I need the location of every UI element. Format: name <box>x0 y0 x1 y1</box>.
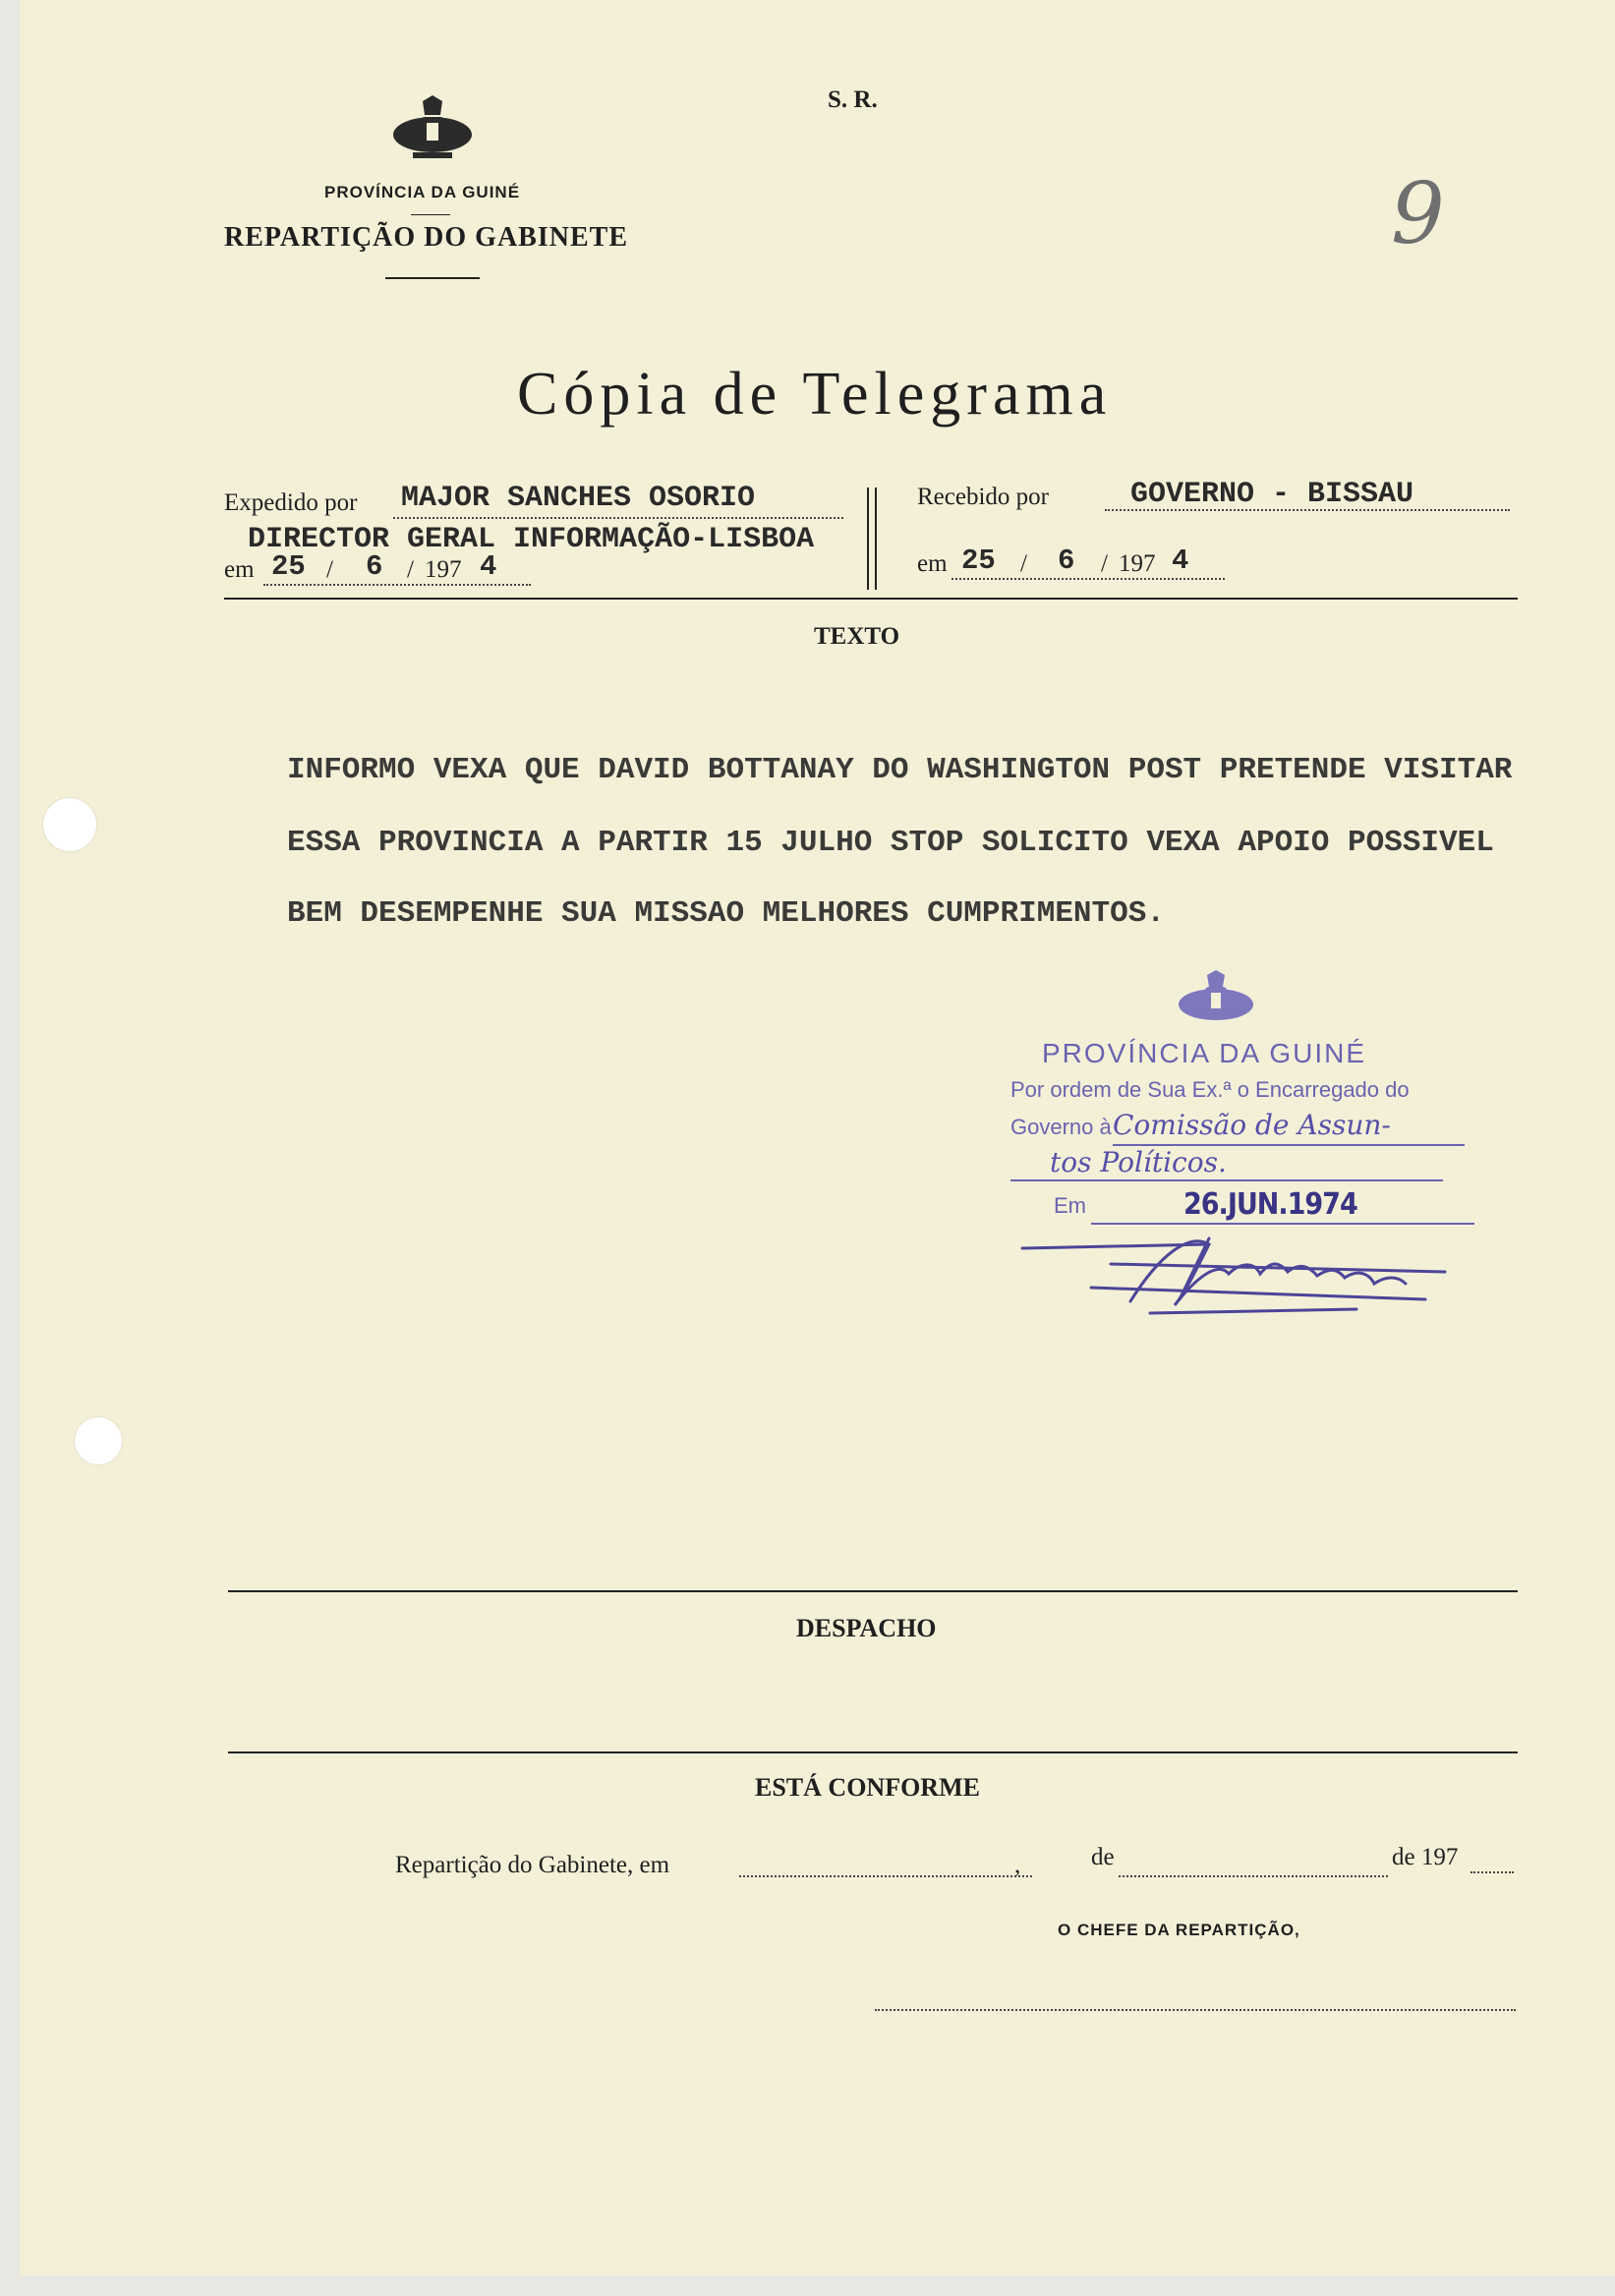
despacho-heading: DESPACHO <box>796 1614 937 1642</box>
recipient-year-prefix: 197 <box>1119 550 1156 577</box>
column-divider <box>867 488 877 590</box>
conforme-heading: ESTÁ CONFORME <box>755 1773 980 1802</box>
telegram-text-line: INFORMO VEXA QUE DAVID BOTTANAY DO WASHINGTON POST PRETENDE VISITAR <box>287 753 1513 787</box>
conforme-line-label: Repartição do Gabinete, em <box>395 1852 670 1878</box>
chief-signature-dotline <box>875 2009 1516 2011</box>
sender-office: DIRECTOR GERAL INFORMAÇÃO-LISBOA <box>248 523 815 556</box>
punch-hole-top <box>43 798 96 851</box>
recipient-day: 25 <box>961 545 996 577</box>
coat-of-arms-icon <box>383 93 482 172</box>
sender-name: MAJOR SANCHES OSORIO <box>401 482 756 515</box>
folio-number: 9 <box>1391 165 1445 263</box>
sender-date-label: em <box>224 556 255 583</box>
sender-name-dotline <box>393 517 843 519</box>
chief-label: O CHEFE DA REPARTIÇÃO, <box>1058 1921 1300 1939</box>
conforme-year-label: de 197 <box>1392 1844 1459 1870</box>
stamp-rule-1 <box>1113 1144 1465 1146</box>
signature-mark <box>1012 1215 1474 1323</box>
date-separator: / <box>1101 550 1108 577</box>
date-separator: / <box>1020 550 1027 577</box>
recipient-name: GOVERNO - BISSAU <box>1130 478 1414 511</box>
recipient-date-dotline <box>952 578 1225 580</box>
conforme-de-label: de <box>1091 1844 1115 1870</box>
header-bottom-rule <box>224 598 1518 600</box>
sender-year-suffix: 4 <box>480 550 497 583</box>
conforme-comma: , <box>1014 1852 1021 1878</box>
stamp-emblem-icon <box>1172 969 1260 1034</box>
header-short-rule <box>411 214 450 215</box>
punch-hole-bottom <box>75 1417 122 1464</box>
sender-date-dotline <box>263 584 531 586</box>
conforme-day-dotline <box>739 1875 1032 1877</box>
header-rule <box>385 277 480 279</box>
despacho-rule <box>228 1590 1518 1592</box>
stamp-province: PROVÍNCIA DA GUINÉ <box>1042 1038 1367 1068</box>
recipient-name-dotline <box>1105 509 1510 511</box>
sender-month: 6 <box>366 550 383 583</box>
stamp-rule-2 <box>1010 1179 1443 1181</box>
telegram-text-line: ESSA PROVINCIA A PARTIR 15 JULHO STOP SOLICITO VEXA APOIO POSSIVEL <box>287 826 1494 860</box>
recipient-label: Recebido por <box>917 484 1049 510</box>
security-mark: S. R. <box>828 86 878 113</box>
stamp-handwritten-line2: tos Políticos. <box>1050 1146 1227 1178</box>
conforme-month-dotline <box>1119 1875 1388 1877</box>
document-page <box>20 0 1615 2275</box>
telegram-text-line: BEM DESEMPENHE SUA MISSAO MELHORES CUMPRIMENTOS. <box>287 896 1165 931</box>
document-title: Cópia de Telegrama <box>517 361 1113 428</box>
conforme-rule <box>228 1751 1518 1753</box>
stamp-date-label: Em <box>1054 1193 1086 1218</box>
conforme-year-dotline <box>1471 1871 1514 1873</box>
province-label: PROVÍNCIA DA GUINÉ <box>324 183 521 201</box>
sender-label: Expedido por <box>224 489 358 516</box>
department-label: REPARTIÇÃO DO GABINETE <box>224 222 628 253</box>
stamp-handwritten-line1: Comissão de Assun- <box>1113 1109 1391 1141</box>
date-separator: / <box>407 556 414 583</box>
recipient-month: 6 <box>1058 545 1075 577</box>
sender-day: 25 <box>271 550 306 583</box>
stamp-government-label: Governo à <box>1010 1115 1112 1139</box>
stamp-order-line: Por ordem de Sua Ex.ª o Encarregado do <box>1010 1077 1410 1102</box>
recipient-year-suffix: 4 <box>1172 545 1189 577</box>
recipient-date-label: em <box>917 550 948 577</box>
sender-year-prefix: 197 <box>425 556 462 583</box>
date-separator: / <box>326 556 333 583</box>
text-heading: TEXTO <box>814 623 900 650</box>
stamp-date: 26.JUN.1974 <box>1183 1187 1357 1222</box>
